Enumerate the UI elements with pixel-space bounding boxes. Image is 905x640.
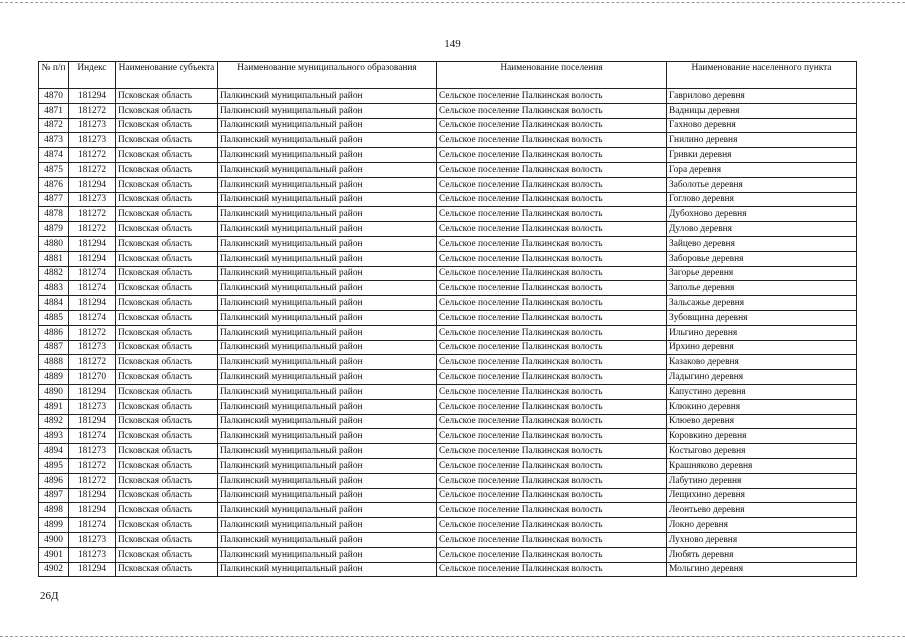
subject-cell: Псковская область xyxy=(116,547,218,562)
row-number-cell: 4887 xyxy=(39,340,69,355)
table-row xyxy=(39,266,857,281)
municipality-cell: Палкинский муниципальный район xyxy=(218,103,437,118)
postal-index-cell: 181273 xyxy=(69,192,116,207)
row-number-cell: 4879 xyxy=(39,222,69,237)
postal-index-cell: 181294 xyxy=(69,384,116,399)
page-number: 149 xyxy=(444,38,461,50)
header-index: Индекс xyxy=(69,62,116,89)
locality-cell: Гора деревня xyxy=(667,162,857,177)
postal-index-cell: 181270 xyxy=(69,370,116,385)
row-number-cell: 4892 xyxy=(39,414,69,429)
row-number-cell: 4899 xyxy=(39,518,69,533)
row-number-cell: 4891 xyxy=(39,399,69,414)
locality-cell: Заборовье деревня xyxy=(667,251,857,266)
settlement-cell: Сельское поселение Палкинская волость xyxy=(437,473,667,488)
row-number-cell: 4900 xyxy=(39,532,69,547)
locality-cell: Коровкино деревня xyxy=(667,429,857,444)
row-number-cell: 4902 xyxy=(39,562,69,577)
row-number-cell: 4901 xyxy=(39,547,69,562)
table-row xyxy=(39,148,857,163)
settlement-cell: Сельское поселение Палкинская волость xyxy=(437,532,667,547)
subject-cell: Псковская область xyxy=(116,458,218,473)
subject-cell: Псковская область xyxy=(116,281,218,296)
subject-cell: Псковская область xyxy=(116,177,218,192)
locality-cell: Заполье деревня xyxy=(667,281,857,296)
postal-index-cell: 181272 xyxy=(69,325,116,340)
locality-cell: Зубовщина деревня xyxy=(667,310,857,325)
locality-cell: Лещихино деревня xyxy=(667,488,857,503)
settlement-cell: Сельское поселение Палкинская волость xyxy=(437,89,667,104)
municipality-cell: Палкинский муниципальный район xyxy=(218,473,437,488)
settlement-cell: Сельское поселение Палкинская волость xyxy=(437,266,667,281)
settlement-cell: Сельское поселение Палкинская волость xyxy=(437,340,667,355)
subject-cell: Псковская область xyxy=(116,473,218,488)
footer-note: 26Д xyxy=(40,590,59,602)
municipality-cell: Палкинский муниципальный район xyxy=(218,118,437,133)
settlement-cell: Сельское поселение Палкинская волость xyxy=(437,192,667,207)
subject-cell: Псковская область xyxy=(116,236,218,251)
subject-cell: Псковская область xyxy=(116,89,218,104)
settlement-cell: Сельское поселение Палкинская волость xyxy=(437,103,667,118)
postal-index-cell: 181273 xyxy=(69,118,116,133)
municipality-cell: Палкинский муниципальный район xyxy=(218,148,437,163)
row-number-cell: 4872 xyxy=(39,118,69,133)
row-number-cell: 4870 xyxy=(39,89,69,104)
settlement-cell: Сельское поселение Палкинская волость xyxy=(437,488,667,503)
locality-cell: Локно деревня xyxy=(667,518,857,533)
subject-cell: Псковская область xyxy=(116,414,218,429)
row-number-cell: 4896 xyxy=(39,473,69,488)
table-row xyxy=(39,162,857,177)
subject-cell: Псковская область xyxy=(116,488,218,503)
row-number-cell: 4894 xyxy=(39,444,69,459)
table-row xyxy=(39,473,857,488)
header-settlement: Наименование поселения xyxy=(437,62,667,89)
row-number-cell: 4878 xyxy=(39,207,69,222)
postal-index-cell: 181274 xyxy=(69,429,116,444)
row-number-cell: 4876 xyxy=(39,177,69,192)
subject-cell: Псковская область xyxy=(116,370,218,385)
settlement-cell: Сельское поселение Палкинская волость xyxy=(437,458,667,473)
settlement-cell: Сельское поселение Палкинская волость xyxy=(437,310,667,325)
municipality-cell: Палкинский муниципальный район xyxy=(218,192,437,207)
row-number-cell: 4874 xyxy=(39,148,69,163)
postal-index-cell: 181272 xyxy=(69,148,116,163)
settlement-cell: Сельское поселение Палкинская волость xyxy=(437,429,667,444)
subject-cell: Псковская область xyxy=(116,444,218,459)
municipality-cell: Палкинский муниципальный район xyxy=(218,518,437,533)
row-number-cell: 4883 xyxy=(39,281,69,296)
table-row xyxy=(39,503,857,518)
municipality-cell: Палкинский муниципальный район xyxy=(218,281,437,296)
row-number-cell: 4882 xyxy=(39,266,69,281)
locality-cell: Казаково деревня xyxy=(667,355,857,370)
table-row xyxy=(39,236,857,251)
postal-index-cell: 181294 xyxy=(69,251,116,266)
table-row xyxy=(39,414,857,429)
municipality-cell: Палкинский муниципальный район xyxy=(218,251,437,266)
settlement-cell: Сельское поселение Палкинская волость xyxy=(437,562,667,577)
postal-index-cell: 181294 xyxy=(69,236,116,251)
locality-cell: Мольгино деревня xyxy=(667,562,857,577)
locality-cell: Дубохново деревня xyxy=(667,207,857,222)
table-row xyxy=(39,103,857,118)
settlement-cell: Сельское поселение Палкинская волость xyxy=(437,148,667,163)
postal-index-cell: 181294 xyxy=(69,296,116,311)
municipality-cell: Палкинский муниципальный район xyxy=(218,488,437,503)
subject-cell: Псковская область xyxy=(116,162,218,177)
settlement-cell: Сельское поселение Палкинская волость xyxy=(437,177,667,192)
subject-cell: Псковская область xyxy=(116,310,218,325)
locality-cell: Лухново деревня xyxy=(667,532,857,547)
table-row xyxy=(39,399,857,414)
row-number-cell: 4877 xyxy=(39,192,69,207)
row-number-cell: 4890 xyxy=(39,384,69,399)
settlement-cell: Сельское поселение Палкинская волость xyxy=(437,133,667,148)
settlement-cell: Сельское поселение Палкинская волость xyxy=(437,547,667,562)
locality-cell: Гривки деревня xyxy=(667,148,857,163)
subject-cell: Псковская область xyxy=(116,355,218,370)
postal-index-cell: 181273 xyxy=(69,547,116,562)
row-number-cell: 4871 xyxy=(39,103,69,118)
subject-cell: Псковская область xyxy=(116,518,218,533)
locality-cell: Зайцево деревня xyxy=(667,236,857,251)
settlement-cell: Сельское поселение Палкинская волость xyxy=(437,296,667,311)
municipality-cell: Палкинский муниципальный район xyxy=(218,296,437,311)
table-body xyxy=(39,89,857,577)
locality-cell: Ирхино деревня xyxy=(667,340,857,355)
postal-index-cell: 181274 xyxy=(69,281,116,296)
subject-cell: Псковская область xyxy=(116,384,218,399)
settlement-cell: Сельское поселение Палкинская волость xyxy=(437,370,667,385)
locality-cell: Капустино деревня xyxy=(667,384,857,399)
municipality-cell: Палкинский муниципальный район xyxy=(218,325,437,340)
locality-cell: Гнилино деревня xyxy=(667,133,857,148)
subject-cell: Псковская область xyxy=(116,192,218,207)
table-row xyxy=(39,133,857,148)
table-row xyxy=(39,325,857,340)
row-number-cell: 4885 xyxy=(39,310,69,325)
scan-edge-bottom xyxy=(0,636,905,637)
municipality-cell: Палкинский муниципальный район xyxy=(218,384,437,399)
table-row xyxy=(39,532,857,547)
subject-cell: Псковская область xyxy=(116,399,218,414)
settlement-cell: Сельское поселение Палкинская волость xyxy=(437,118,667,133)
postal-index-cell: 181273 xyxy=(69,399,116,414)
settlement-cell: Сельское поселение Палкинская волость xyxy=(437,251,667,266)
subject-cell: Псковская область xyxy=(116,296,218,311)
subject-cell: Псковская область xyxy=(116,133,218,148)
locality-cell: Заболотье деревня xyxy=(667,177,857,192)
row-number-cell: 4873 xyxy=(39,133,69,148)
postal-index-cell: 181274 xyxy=(69,518,116,533)
table-row xyxy=(39,222,857,237)
row-number-cell: 4898 xyxy=(39,503,69,518)
postal-index-cell: 181273 xyxy=(69,340,116,355)
municipality-cell: Палкинский муниципальный район xyxy=(218,266,437,281)
subject-cell: Псковская область xyxy=(116,340,218,355)
table-row xyxy=(39,370,857,385)
header-municipality: Наименование муниципального образования xyxy=(218,62,437,89)
settlement-cell: Сельское поселение Палкинская волость xyxy=(437,355,667,370)
postal-index-cell: 181272 xyxy=(69,222,116,237)
settlement-cell: Сельское поселение Палкинская волость xyxy=(437,162,667,177)
postal-index-cell: 181294 xyxy=(69,488,116,503)
table-row xyxy=(39,340,857,355)
municipality-cell: Палкинский муниципальный район xyxy=(218,355,437,370)
subject-cell: Псковская область xyxy=(116,118,218,133)
settlement-cell: Сельское поселение Палкинская волость xyxy=(437,325,667,340)
locality-cell: Вадницы деревня xyxy=(667,103,857,118)
table-row xyxy=(39,281,857,296)
table-row xyxy=(39,355,857,370)
postal-index-cell: 181294 xyxy=(69,503,116,518)
locality-cell: Гахново деревня xyxy=(667,118,857,133)
table-row xyxy=(39,518,857,533)
subject-cell: Псковская область xyxy=(116,503,218,518)
locality-cell: Ильгино деревня xyxy=(667,325,857,340)
table-row xyxy=(39,384,857,399)
row-number-cell: 4884 xyxy=(39,296,69,311)
table-row xyxy=(39,118,857,133)
row-number-cell: 4875 xyxy=(39,162,69,177)
municipality-cell: Палкинский муниципальный район xyxy=(218,458,437,473)
postal-index-cell: 181273 xyxy=(69,133,116,148)
row-number-cell: 4895 xyxy=(39,458,69,473)
settlement-cell: Сельское поселение Палкинская волость xyxy=(437,444,667,459)
postal-index-cell: 181294 xyxy=(69,414,116,429)
locality-cell: Ладыгино деревня xyxy=(667,370,857,385)
postal-index-cell: 181273 xyxy=(69,444,116,459)
subject-cell: Псковская область xyxy=(116,429,218,444)
table-row xyxy=(39,89,857,104)
subject-cell: Псковская область xyxy=(116,222,218,237)
settlement-cell: Сельское поселение Палкинская волость xyxy=(437,503,667,518)
postal-index-cell: 181274 xyxy=(69,266,116,281)
locality-cell: Лабутино деревня xyxy=(667,473,857,488)
municipality-cell: Палкинский муниципальный район xyxy=(218,222,437,237)
locality-cell: Дулово деревня xyxy=(667,222,857,237)
locality-cell: Гаврилово деревня xyxy=(667,89,857,104)
row-number-cell: 4880 xyxy=(39,236,69,251)
municipality-cell: Палкинский муниципальный район xyxy=(218,532,437,547)
postal-index-cell: 181294 xyxy=(69,177,116,192)
municipality-cell: Палкинский муниципальный район xyxy=(218,444,437,459)
postal-index-cell: 181272 xyxy=(69,103,116,118)
postal-index-cell: 181294 xyxy=(69,562,116,577)
postal-index-cell: 181273 xyxy=(69,532,116,547)
subject-cell: Псковская область xyxy=(116,103,218,118)
subject-cell: Псковская область xyxy=(116,532,218,547)
table-row xyxy=(39,444,857,459)
municipality-cell: Палкинский муниципальный район xyxy=(218,429,437,444)
table-row xyxy=(39,429,857,444)
header-number: № п/п xyxy=(39,62,69,89)
municipality-cell: Палкинский муниципальный район xyxy=(218,89,437,104)
postal-index-cell: 181272 xyxy=(69,162,116,177)
settlement-cell: Сельское поселение Палкинская волость xyxy=(437,207,667,222)
subject-cell: Псковская область xyxy=(116,266,218,281)
subject-cell: Псковская область xyxy=(116,325,218,340)
row-number-cell: 4888 xyxy=(39,355,69,370)
row-number-cell: 4886 xyxy=(39,325,69,340)
postal-index-cell: 181274 xyxy=(69,310,116,325)
municipality-cell: Палкинский муниципальный район xyxy=(218,547,437,562)
municipality-cell: Палкинский муниципальный район xyxy=(218,399,437,414)
postal-index-cell: 181272 xyxy=(69,207,116,222)
locality-cell: Любять деревня xyxy=(667,547,857,562)
municipality-cell: Палкинский муниципальный район xyxy=(218,340,437,355)
table-row xyxy=(39,458,857,473)
locality-cell: Клюкино деревня xyxy=(667,399,857,414)
municipality-cell: Палкинский муниципальный район xyxy=(218,503,437,518)
settlement-cell: Сельское поселение Палкинская волость xyxy=(437,222,667,237)
settlement-table xyxy=(38,61,857,577)
municipality-cell: Палкинский муниципальный район xyxy=(218,177,437,192)
municipality-cell: Палкинский муниципальный район xyxy=(218,310,437,325)
subject-cell: Псковская область xyxy=(116,562,218,577)
settlement-cell: Сельское поселение Палкинская волость xyxy=(437,236,667,251)
settlement-cell: Сельское поселение Палкинская волость xyxy=(437,518,667,533)
row-number-cell: 4897 xyxy=(39,488,69,503)
table-row xyxy=(39,192,857,207)
header-row xyxy=(39,62,857,89)
subject-cell: Псковская область xyxy=(116,207,218,222)
header-locality: Наименование населенного пункта xyxy=(667,62,857,89)
locality-cell: Клюево деревня xyxy=(667,414,857,429)
table-row xyxy=(39,296,857,311)
table-row xyxy=(39,547,857,562)
settlement-cell: Сельское поселение Палкинская волость xyxy=(437,384,667,399)
row-number-cell: 4893 xyxy=(39,429,69,444)
municipality-cell: Палкинский муниципальный район xyxy=(218,562,437,577)
municipality-cell: Палкинский муниципальный район xyxy=(218,236,437,251)
postal-index-cell: 181294 xyxy=(69,89,116,104)
table-row xyxy=(39,207,857,222)
locality-cell: Крашняково деревня xyxy=(667,458,857,473)
table-row xyxy=(39,310,857,325)
settlement-cell: Сельское поселение Палкинская волость xyxy=(437,281,667,296)
table-row xyxy=(39,177,857,192)
table-header xyxy=(39,62,857,89)
municipality-cell: Палкинский муниципальный район xyxy=(218,414,437,429)
table-row xyxy=(39,251,857,266)
postal-index-cell: 181272 xyxy=(69,473,116,488)
municipality-cell: Палкинский муниципальный район xyxy=(218,162,437,177)
subject-cell: Псковская область xyxy=(116,148,218,163)
locality-cell: Костыгово деревня xyxy=(667,444,857,459)
table-row xyxy=(39,562,857,577)
municipality-cell: Палкинский муниципальный район xyxy=(218,370,437,385)
settlement-cell: Сельское поселение Палкинская волость xyxy=(437,414,667,429)
postal-index-cell: 181272 xyxy=(69,355,116,370)
municipality-cell: Палкинский муниципальный район xyxy=(218,207,437,222)
municipality-cell: Палкинский муниципальный район xyxy=(218,133,437,148)
table-row xyxy=(39,488,857,503)
subject-cell: Псковская область xyxy=(116,251,218,266)
postal-index-cell: 181272 xyxy=(69,458,116,473)
header-subject: Наименование субъекта xyxy=(116,62,218,89)
locality-cell: Гоглово деревня xyxy=(667,192,857,207)
locality-cell: Леонтьево деревня xyxy=(667,503,857,518)
locality-cell: Зальсажье деревня xyxy=(667,296,857,311)
row-number-cell: 4881 xyxy=(39,251,69,266)
scan-edge-top xyxy=(0,2,905,3)
row-number-cell: 4889 xyxy=(39,370,69,385)
settlement-cell: Сельское поселение Палкинская волость xyxy=(437,399,667,414)
locality-cell: Загорье деревня xyxy=(667,266,857,281)
